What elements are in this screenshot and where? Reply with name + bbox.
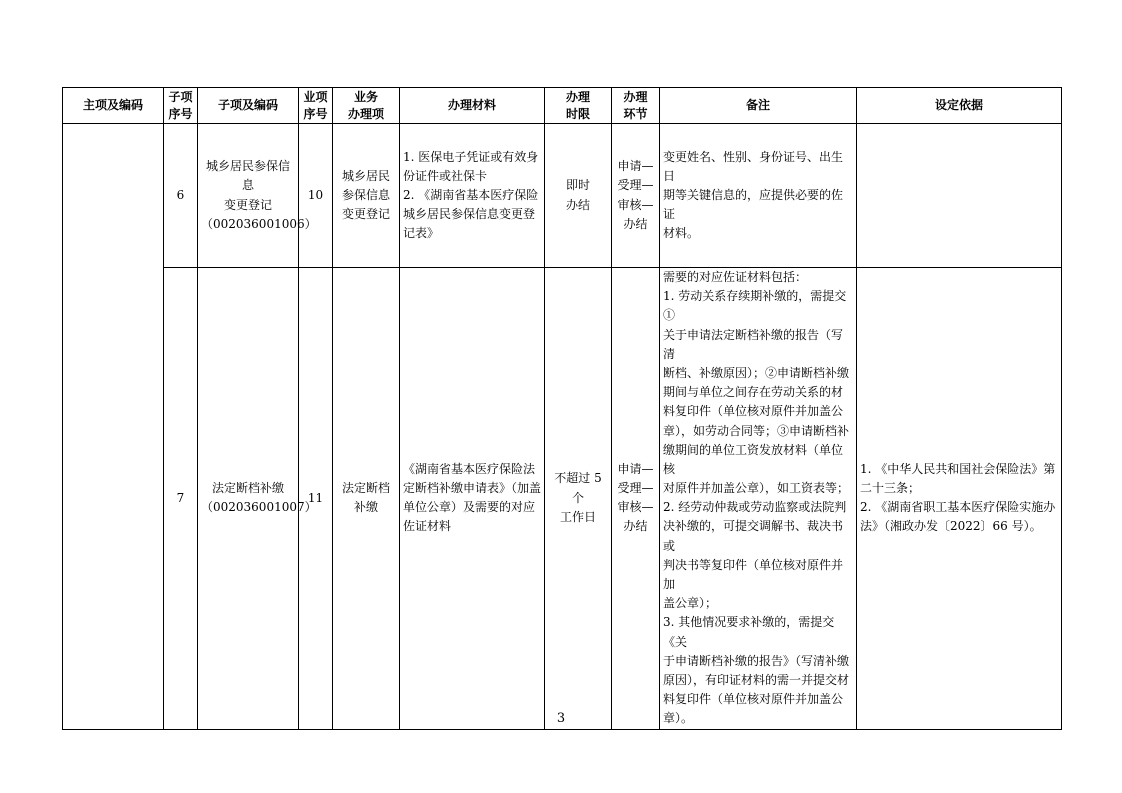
- time-limit-cell: 不超过 5 个 工作日: [545, 268, 612, 730]
- materials-cell: 1. 医保电子凭证或有效身 份证件或社保卡 2. 《湖南省基本医疗保险 城乡居民参保信息变更登 记表》: [400, 124, 545, 268]
- sub-item-cell: 法定断档补缴 （002036001007）: [198, 268, 299, 730]
- remarks-cell: 变更姓名、性别、身份证号、出生日 期等关键信息的，应提供必要的佐证 材料。: [660, 124, 857, 268]
- biz-no-cell: 11: [299, 268, 333, 730]
- biz-item-cell: 城乡居民 参保信息 变更登记: [333, 124, 400, 268]
- col-steps: 办理 环节: [612, 88, 660, 124]
- col-remarks: 备注: [660, 88, 857, 124]
- table-row: [63, 268, 1062, 730]
- main-item-cell: [63, 124, 164, 730]
- col-biz-no: 业项 序号: [299, 88, 333, 124]
- col-time-limit: 办理 时限: [545, 88, 612, 124]
- col-biz-item: 业务 办理项: [333, 88, 400, 124]
- sub-no-cell: 7: [164, 268, 198, 730]
- steps-cell: 申请— 受理— 审核— 办结: [612, 124, 660, 268]
- materials-cell: 《湖南省基本医疗保险法 定断档补缴申请表》（加盖 单位公章）及需要的对应 佐证材料: [400, 268, 545, 730]
- col-main-item: 主项及编码: [63, 88, 164, 124]
- service-table: [62, 87, 1062, 730]
- table-row: [63, 124, 1062, 268]
- steps-cell: 申请— 受理— 审核— 办结: [612, 268, 660, 730]
- basis-cell: [857, 124, 1062, 268]
- time-limit-cell: 即时 办结: [545, 124, 612, 268]
- col-materials: 办理材料: [400, 88, 545, 124]
- col-sub-no: 子项 序号: [164, 88, 198, 124]
- page-number: 3: [556, 711, 566, 726]
- biz-item-cell: 法定断档 补缴: [333, 268, 400, 730]
- basis-cell: 1. 《中华人民共和国社会保险法》第 二十三条； 2. 《湖南省职工基本医疗保险实施办 法》（湘政办发〔2022〕66 号）。: [857, 268, 1062, 730]
- biz-no-cell: 10: [299, 124, 333, 268]
- remarks-cell: 需要的对应佐证材料包括： 1. 劳动关系存续期补缴的，需提交① 关于申请法定断档补缴的报告（写清 断档、补缴原因）；②申请断档补缴 期间与单位之间存在劳动关系的材 料复印件（单位核对原件并加盖公 章），如劳动合同等；③申请断档补 缴期间的单位工资发放材料（单位核 对原件并加盖公章），如工资表等； 2. 经劳动仲裁或劳动监察或法院判 决补缴的，可提交调解书、裁决书或 判决书等复印件（单位核对原件并加 盖公章）； 3. 其他情况要求补缴的，需提交《关 于申请断档补缴的报告》（写清补缴 原因），有印证材料的需一并提交材 料复印件（单位核对原件并加盖公 章）。: [660, 268, 857, 730]
- col-basis: 设定依据: [857, 88, 1062, 124]
- col-sub-item: 子项及编码: [198, 88, 299, 124]
- sub-no-cell: 6: [164, 124, 198, 268]
- header-row: [63, 88, 1062, 124]
- sub-item-cell: 城乡居民参保信息 变更登记 （002036001006）: [198, 124, 299, 268]
